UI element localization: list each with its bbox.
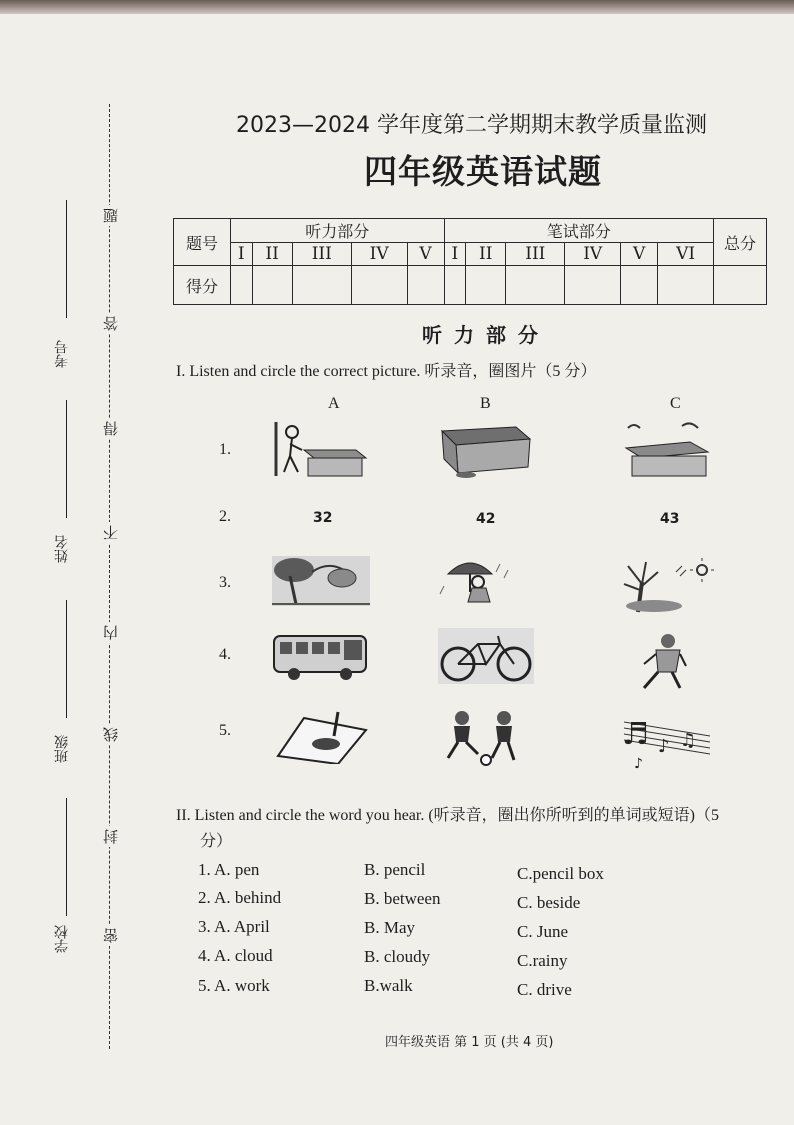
score-cell[interactable] bbox=[466, 266, 506, 305]
seal-char: 题 bbox=[100, 205, 121, 226]
score-cell[interactable] bbox=[565, 266, 621, 305]
question-number: 1. bbox=[219, 441, 231, 458]
part2-instruction-cont: 分） bbox=[200, 833, 233, 850]
word-option-b[interactable]: B. May bbox=[364, 918, 415, 937]
word-option-b[interactable]: B. pencil bbox=[364, 860, 426, 879]
question-number: 4. bbox=[219, 646, 231, 663]
word-option-a[interactable]: 2. A. behind bbox=[198, 888, 282, 907]
exam-subtitle: 四年级英语试题 bbox=[364, 152, 602, 191]
score-table-listening-header: 听力部分 bbox=[231, 219, 445, 243]
exam-header-title: 2023—2024 学年度第二学期期末教学质量监测 bbox=[236, 113, 707, 138]
word-option-b[interactable]: B. cloudy bbox=[364, 947, 431, 966]
umbrella-rain-picture[interactable] bbox=[438, 556, 518, 608]
tree-sun-picture[interactable] bbox=[618, 556, 714, 614]
score-col-header: V bbox=[407, 243, 444, 266]
score-col-header: VI bbox=[658, 243, 714, 266]
seal-char: 线 bbox=[100, 724, 121, 745]
walking-girl-picture[interactable] bbox=[634, 632, 692, 692]
listening-section-heading: 听力部分 bbox=[422, 323, 550, 347]
score-cell-total[interactable] bbox=[714, 266, 767, 305]
seal-dashed-line bbox=[109, 104, 111, 1049]
number-option-c[interactable]: 43 bbox=[660, 511, 680, 527]
column-label-a: A bbox=[328, 395, 340, 412]
page-footer: 四年级英语 第 1 页 (共 4 页) bbox=[385, 1035, 554, 1050]
bicycle-picture[interactable] bbox=[438, 628, 534, 684]
svg-text:♪: ♪ bbox=[634, 756, 643, 772]
seal-char: 不 bbox=[100, 522, 121, 543]
score-col-header: III bbox=[506, 243, 565, 266]
word-option-c[interactable]: C. beside bbox=[517, 893, 581, 912]
photo-top-edge bbox=[0, 0, 794, 14]
score-table-question-label: 题号 bbox=[174, 219, 231, 266]
seal-char: 封 bbox=[100, 826, 121, 847]
margin-label-class: 班级 bbox=[54, 735, 70, 763]
score-cell[interactable] bbox=[621, 266, 658, 305]
score-table-score-label: 得分 bbox=[174, 266, 231, 305]
box-with-bird-picture[interactable] bbox=[620, 420, 716, 478]
score-cell[interactable] bbox=[407, 266, 444, 305]
word-option-a[interactable]: 4. A. cloud bbox=[198, 946, 273, 965]
seal-char: 答 bbox=[100, 313, 121, 334]
box-picture[interactable] bbox=[436, 423, 534, 479]
score-col-header: II bbox=[252, 243, 292, 266]
margin-label-exam-number: 考号 bbox=[54, 340, 70, 368]
score-cell[interactable] bbox=[292, 266, 351, 305]
exam-number-rule bbox=[66, 200, 67, 318]
svg-text:♬: ♬ bbox=[622, 717, 649, 752]
score-col-header: I bbox=[444, 243, 466, 266]
drawing-paper-picture[interactable] bbox=[276, 708, 368, 764]
score-table-writing-header: 笔试部分 bbox=[444, 219, 713, 243]
football-players-picture[interactable] bbox=[438, 708, 534, 768]
word-option-c[interactable]: C.rainy bbox=[517, 951, 568, 970]
score-cell[interactable] bbox=[252, 266, 292, 305]
column-label-c: C bbox=[670, 395, 681, 412]
column-label-b: B bbox=[480, 395, 491, 412]
score-col-header: IV bbox=[565, 243, 621, 266]
word-option-a[interactable]: 1. A. pen bbox=[198, 860, 260, 879]
name-rule bbox=[66, 400, 67, 518]
part1-instruction: I. Listen and circle the correct picture. 听录音，圈图片（5 分） bbox=[176, 363, 597, 380]
score-cell[interactable] bbox=[231, 266, 253, 305]
word-option-b[interactable]: B.walk bbox=[364, 976, 413, 995]
person-with-box-picture[interactable] bbox=[272, 420, 370, 478]
margin-label-school: 学校 bbox=[54, 925, 70, 953]
word-option-a[interactable]: 5. A. work bbox=[198, 976, 270, 995]
word-option-c[interactable]: C.pencil box bbox=[517, 864, 604, 883]
music-notes-picture[interactable] bbox=[618, 706, 714, 772]
score-col-header: IV bbox=[351, 243, 407, 266]
number-option-a[interactable]: 32 bbox=[313, 510, 333, 526]
question-number: 5. bbox=[219, 722, 231, 739]
word-option-a[interactable]: 3. A. April bbox=[198, 917, 270, 936]
class-rule bbox=[66, 600, 67, 718]
score-col-header: II bbox=[466, 243, 506, 266]
score-table bbox=[173, 218, 767, 305]
school-rule bbox=[66, 798, 67, 916]
word-option-b[interactable]: B. between bbox=[364, 889, 441, 908]
score-col-header: III bbox=[292, 243, 351, 266]
seal-char: 得 bbox=[100, 418, 121, 439]
bus-picture[interactable] bbox=[272, 630, 370, 684]
score-col-header: V bbox=[621, 243, 658, 266]
question-number: 3. bbox=[219, 574, 231, 591]
number-option-b[interactable]: 42 bbox=[476, 511, 496, 527]
score-cell[interactable] bbox=[658, 266, 714, 305]
windy-tree-picture[interactable] bbox=[272, 556, 370, 606]
word-option-c[interactable]: C. June bbox=[517, 922, 568, 941]
word-option-c[interactable]: C. drive bbox=[517, 980, 572, 999]
svg-text:♫: ♫ bbox=[680, 730, 697, 751]
score-col-header: I bbox=[231, 243, 253, 266]
score-cell[interactable] bbox=[351, 266, 407, 305]
score-cell[interactable] bbox=[444, 266, 466, 305]
part2-instruction: II. Listen and circle the word you hear. (听录音，圈出你所听到的单词或短语)（5 bbox=[176, 807, 720, 824]
question-number: 2. bbox=[219, 508, 231, 525]
seal-char: 密 bbox=[100, 925, 121, 946]
margin-label-name: 姓名 bbox=[54, 535, 70, 563]
score-table-total-header: 总分 bbox=[714, 219, 767, 266]
seal-char: 内 bbox=[100, 622, 121, 643]
score-cell[interactable] bbox=[506, 266, 565, 305]
svg-text:♪: ♪ bbox=[658, 736, 670, 757]
